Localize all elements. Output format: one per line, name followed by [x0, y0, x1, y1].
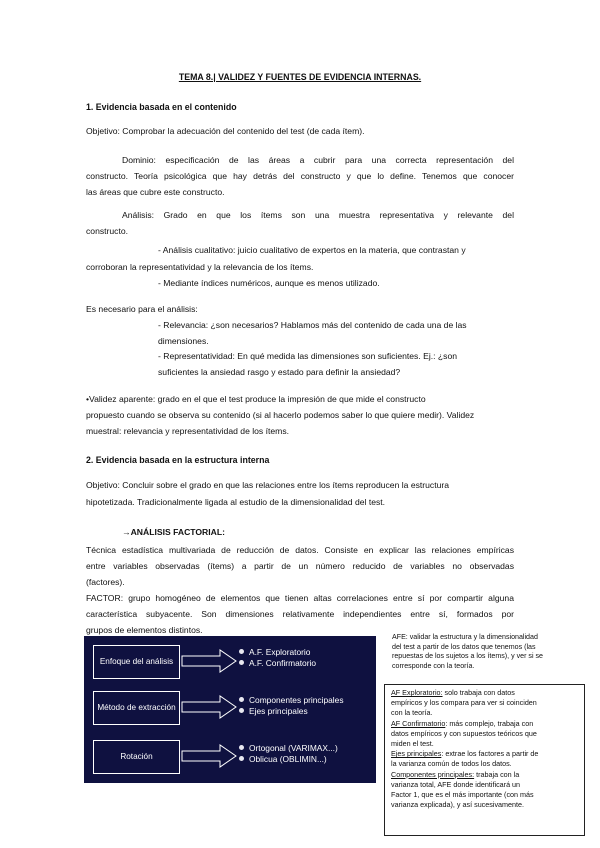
arrow-right-icon	[180, 743, 238, 769]
note-text: varianza explicada), y así sucesivamente.	[391, 800, 525, 810]
bullet-icon	[239, 697, 244, 702]
af-paragraph	[86, 542, 514, 590]
factor-analysis-diagram	[84, 636, 376, 783]
factor-line: característica subyacente. Son dimensiones relativamente independientes entre sí, formados por	[86, 609, 514, 619]
dominio-line: las áreas que cubre este constructo.	[86, 187, 225, 197]
diagram-options-enfoque	[239, 647, 316, 669]
bullet-icon	[239, 649, 244, 654]
section1-heading: 1. Evidencia basada en el contenido	[86, 102, 237, 112]
note-text: la varianza común de todos los datos.	[391, 759, 512, 769]
note-text: varianza total, AFE donde identificará un	[391, 779, 521, 789]
diagram-options-metodo	[239, 695, 344, 717]
option-label: Ejes principales	[249, 706, 308, 716]
afe-note-line: corresponde con la teoría.	[392, 661, 475, 670]
note-term: Ejes principales	[391, 749, 442, 759]
dominio-line: Dominio: especificación de las áreas a cubrir para una correcta representación del	[122, 155, 514, 165]
cualitativo-line: corroboran la representatividad y la relevancia de los ítems.	[86, 262, 314, 272]
aparente-line: muestral: relevancia y representatividad de los ítems.	[86, 426, 290, 436]
af-heading: →ANÁLISIS FACTORIAL:	[122, 527, 225, 537]
note-text: Factor 1, que es el más importante (con más	[391, 790, 534, 800]
representatividad-line: suficientes la ansiedad rasgo y estado para definir la ansiedad?	[158, 367, 401, 377]
representatividad-line: - Representatividad: En qué medida las dimensiones son suficientes. Ej.: ¿son	[158, 351, 458, 361]
option-label: A.F. Exploratorio	[249, 647, 311, 657]
bullet-icon	[239, 756, 244, 761]
note-term: AF Exploratorio:	[391, 688, 443, 697]
afe-note-line: del test a partir de los datos que tenemos (las	[392, 642, 536, 651]
necesario-line: Es necesario para el análisis:	[86, 304, 198, 314]
afe-note	[392, 633, 588, 671]
note-text: empíricos y los compara para ver si coinciden	[391, 698, 537, 708]
diagram-box-enfoque: Enfoque del análisis	[93, 645, 180, 679]
cualitativo-line: - Análisis cualitativo: juicio cualitativo de expertos en la materia, que contrastan y	[158, 245, 466, 255]
page-title: TEMA 8.| VALIDEZ Y FUENTES DE EVIDENCIA INTERNAS.	[178, 72, 422, 82]
bullet-icon	[239, 660, 244, 665]
relevancia-line: - Relevancia: ¿son necesarios? Hablamos más del contenido de cada una de las	[158, 320, 467, 330]
aparente-line: propuesto cuando se observa su contenido (si al hacerlo podemos saber lo que quiere medir). Validez	[86, 410, 475, 420]
arrow-right-icon	[180, 648, 238, 674]
section2-heading: 2. Evidencia basada en la estructura interna	[86, 455, 270, 465]
diagram-box-rotacion: Rotación	[93, 740, 180, 774]
option-label: A.F. Confirmatorio	[249, 658, 317, 668]
dominio-line: constructo. Teoría psicológica que hay detrás del constructo y que lo define. Tenemos que conocer	[86, 171, 514, 181]
note-text: con la teoría.	[391, 708, 433, 718]
af-line: Técnica estadística multivariada de reducción de datos. Consiste en explicar las relaciones empíricas	[86, 545, 514, 555]
note-text: solo trabaja con datos	[442, 688, 515, 697]
analisis-line: Análisis: Grado en que los ítems son una muestra representativa y relevante del	[122, 210, 514, 220]
analisis-paragraph	[86, 207, 514, 239]
methods-note-box	[384, 684, 585, 836]
note-text: datos empíricos y con supuestos teóricos que	[391, 728, 537, 738]
option-label: Oblicua (OBLIMIN...)	[249, 754, 327, 764]
option-label: Componentes principales	[249, 695, 344, 705]
diagram-box-metodo: Método de extracción	[93, 691, 180, 725]
section2-objetivo: hipotetizada. Tradicionalmente ligada al estudio de la dimensionalidad del test.	[86, 497, 386, 507]
option-label: Ortogonal (VARIMAX...)	[249, 743, 338, 753]
note-text: trabaja con la	[474, 769, 520, 779]
factor-paragraph	[86, 590, 514, 638]
section2-objetivo: Objetivo: Concluir sobre el grado en que las relaciones entre los ítems reproducen la estructura	[86, 480, 450, 490]
section1-objetivo: Objetivo: Comprobar la adecuación del contenido del test (de cada ítem).	[86, 126, 365, 136]
note-term: AF Confirmatorio	[391, 718, 446, 728]
bullet-icon	[239, 745, 244, 750]
dominio-paragraph	[86, 152, 514, 200]
afe-note-line: repuestas de los sujetos a los ítems), y ver si se	[392, 652, 544, 661]
relevancia-line: dimensiones.	[158, 336, 209, 346]
factor-line: grupos de elementos distintos.	[86, 625, 203, 635]
af-line: entre variables observadas (ítems) a partir de un número reducido de variables no observadas	[86, 561, 514, 571]
factor-line: FACTOR: grupo homogéneo de elementos que tienen altas correlaciones entre sí por compartir alguna	[86, 593, 514, 603]
arrow-right-icon	[180, 694, 238, 720]
note-term: Componentes principales:	[391, 769, 475, 779]
indices-line: - Mediante índices numéricos, aunque es menos utilizado.	[158, 278, 380, 288]
afe-note-line: AFE: validar la estructura y la dimensionalidad	[392, 633, 538, 641]
note-text: : más complejo, trabaja con	[445, 718, 534, 728]
diagram-options-rotacion	[239, 743, 338, 765]
note-text: miden el test.	[391, 739, 434, 749]
bullet-icon	[239, 708, 244, 713]
analisis-line: constructo.	[86, 226, 129, 236]
aparente-line: •Validez aparente: grado en el que el test produce la impresión de que mide el constructo	[86, 394, 426, 404]
note-text: : extrae los factores a partir de	[441, 749, 539, 759]
af-line: (factores).	[86, 577, 125, 587]
